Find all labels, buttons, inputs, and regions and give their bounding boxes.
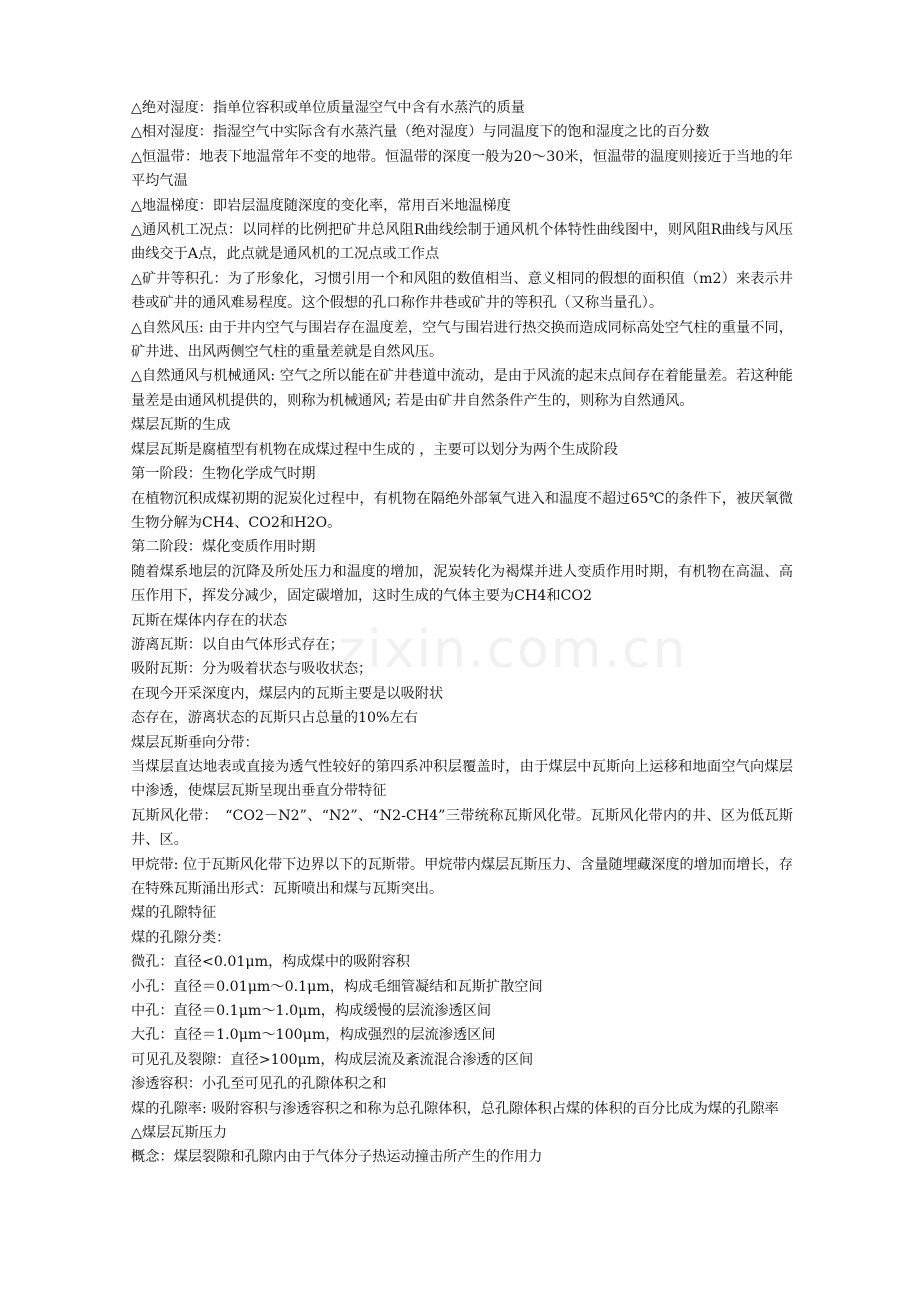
- paragraph-large-pore: 大孔：直径＝1.0μm～100μm，构成强烈的层流渗透区间: [131, 1027, 496, 1044]
- paragraph-natural-mechanical-ventilation: △自然通风与机械通风: 空气之所以能在矿井巷道中流动，是由于风流的起末点间存在着能量差。若这种能量差是由通风机提供的，则称为机械通风; 若是由矿井自然条件产生的，则称为自然通风。: [131, 368, 793, 409]
- paragraph-stage-two: 随着煤系地层的沉降及所处压力和温度的增加，泥炭转化为褐煤并进人变质作用时期，有机物在高温、高压作用下，挥发分减少，固定碳增加，这时生成的气体主要为CH4和CO2: [131, 563, 793, 605]
- paragraph-stage-one: 在植物沉积成煤初期的泥炭化过程中，有机物在隔绝外部氧气进入和温度不超过65℃的条件下，被厌氧微生物分解为CH4、CO2和H2O。: [131, 490, 793, 531]
- paragraph-micropore: 微孔：直径<0.01μm，构成煤中的吸附容积: [131, 954, 410, 971]
- heading-vertical-zoning: 煤层瓦斯垂向分带：: [131, 734, 259, 751]
- paragraph-gas-state-line-1: 在现今开采深度内，煤层内的瓦斯主要是以吸附状: [131, 685, 444, 702]
- paragraph-natural-ventilation-pressure: △自然风压: 由于井内空气与围岩存在温度差，空气与围岩进行热交换而造成同标高处空气柱的重量不同，矿井进、出风两侧空气柱的重量差就是自然风压。: [131, 319, 793, 361]
- paragraph-adsorbed-gas: 吸附瓦斯：分为吸着状态与吸收状态；: [131, 661, 373, 678]
- paragraph-geothermal-gradient: △地温梯度：即岩层温度随深度的变化率，常用百米地温梯度: [131, 197, 511, 214]
- paragraph-seepage-volume: 渗透容积：小孔至可见孔的孔隙体积之和: [131, 1076, 387, 1093]
- paragraph-visible-pore: 可见孔及裂隙：直径>100μm，构成层流及紊流混合渗透的区间: [131, 1051, 534, 1068]
- paragraph-medium-pore: 中孔：直径＝0.1μm～1.0μm，构成缓慢的层流渗透区间: [131, 1003, 492, 1020]
- paragraph-relative-humidity: △相对湿度：指湿空气中实际含有水蒸汽量（绝对湿度）与同温度下的饱和湿度之比的百分数: [131, 124, 710, 141]
- paragraph-gas-pressure-concept: 概念：煤层裂隙和孔隙内由于气体分子热运动撞击所产生的作用力: [131, 1149, 543, 1166]
- heading-gas-pressure: △煤层瓦斯压力: [131, 1125, 228, 1142]
- heading-pore-classification: 煤的孔隙分类：: [131, 929, 231, 946]
- paragraph-constant-temperature-zone: △恒温带：地表下地温常年不变的地带。恒温带的深度一般为20～30米，恒温带的温度则接近于当地的年平均气温: [131, 148, 793, 190]
- document-page: [131, 96, 793, 1170]
- paragraph-weathering-zone: 瓦斯风化带： “CO2－N2”、“N2”、“N2-CH4”三带统称瓦斯风化带。瓦斯风化带内的井、区为低瓦斯井、区。: [131, 807, 793, 849]
- paragraph-free-gas: 游离瓦斯：以自由气体形式存在；: [131, 636, 344, 653]
- paragraph-equivalent-orifice: △矿井等积孔：为了形象化，习惯引用一个和风阻的数值相当、意义相同的假想的面积值（m2）来表示井巷或矿井的通风难易程度。这个假想的孔口称作井巷或矿井的等积孔（又称当量孔）。: [131, 270, 793, 312]
- paragraph-porosity: 煤的孔隙率: 吸附容积与渗透容积之和称为总孔隙体积，总孔隙体积占煤的体积的百分比成为煤的孔隙率: [131, 1100, 779, 1117]
- paragraph-fan-operating-point: △通风机工况点：以同样的比例把矿井总风阻R曲线绘制于通风机个体特性曲线图中，则风阻R曲线与风压曲线交于A点，此点就是通风机的工况点或工作点: [131, 222, 793, 263]
- paragraph-gas-state-line-2: 态存在，游离状态的瓦斯只占总量的10%左右: [131, 710, 418, 727]
- paragraph-gas-generation-intro: 煤层瓦斯是腐植型有机物在成煤过程中生成的 ，主要可以划分为两个生成阶段: [131, 441, 618, 458]
- paragraph-vertical-zoning: 当煤层直达地表或直接为透气性较好的第四系冲积层覆盖时，由于煤层中瓦斯向上运移和地面空气向煤层中渗透，使煤层瓦斯呈现出垂直分带特征: [131, 758, 793, 800]
- heading-pore-characteristics: 煤的孔隙特征: [131, 905, 217, 922]
- watermark: zixin.com.cn: [338, 620, 688, 680]
- heading-gas-generation: 煤层瓦斯的生成: [131, 417, 231, 434]
- paragraph-small-pore: 小孔：直径＝0.01μm～0.1μm，构成毛细管凝结和瓦斯扩散空间: [131, 978, 543, 995]
- heading-stage-two: 第二阶段：煤化变质作用时期: [131, 539, 316, 556]
- heading-stage-one: 第一阶段：生物化学成气时期: [131, 466, 316, 483]
- paragraph-methane-zone: 甲烷带: 位于瓦斯风化带下边界以下的瓦斯带。甲烷带内煤层瓦斯压力、含量随埋藏深度的增加而增长，存在特殊瓦斯涌出形式：瓦斯喷出和煤与瓦斯突出。: [131, 856, 793, 897]
- paragraph-absolute-humidity: △绝对湿度：指单位容积或单位质量湿空气中含有水蒸汽的质量: [131, 100, 525, 116]
- heading-gas-state: 瓦斯在煤体内存在的状态: [131, 612, 288, 629]
